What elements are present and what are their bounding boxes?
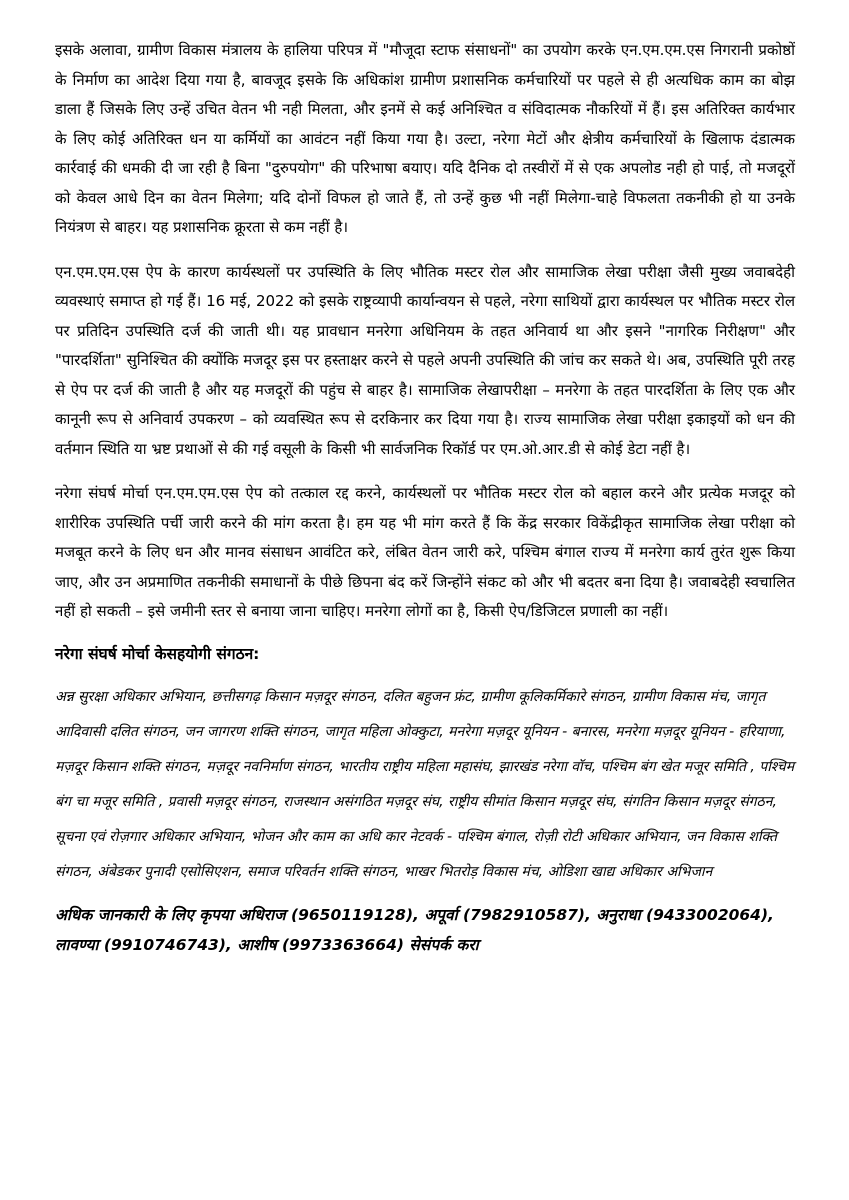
paragraph-nmms-monitoring-cells: इसके अलावा, ग्रामीण विकास मंत्रालय के हालिया परिपत्र में "मौजूदा स्टाफ संसाधनों" का उपयोग करके एन.एम.एम.एस निगरानी प्रकोष्ठों के निर्माण का आदेश दिया गया है, बावजूद इसके कि अधिकांश ग्रामीण प्रशासनिक कर्मचारियों पर पहले से ही अत्यधिक काम का बोझ डाला हैं जिसके लिए उन्हें उचित वेतन भी नही मिलता, और इनमें से कई अनिश्चित व संविदात्मक नौकरियों में हैं। इस अतिरिक्त कार्यभार के लिए कोई अतिरिक्त धन या कर्मियों का आवंटन नहीं किया गया है। उल्टा, नरेगा मेटों और क्षेत्रीय कर्मचारियों के खिलाफ दंडात्मक कार्रवाई की धमकी दी जा रही है बिना "दुरुपयोग" की परिभाषा बयाए। यदि दैनिक दो तस्वीरों में से एक अपलोड नही हो पाई, तो मजदूरों को केवल आधे दिन का वेतन मिलेगा; यदि दोनों विफल हो जाते हैं, तो उन्हें कुछ भी नहीं मिलेगा-चाहे विफलता तकनीकी हो या उनके नियंत्रण से बाहर। यह प्रशासनिक क्रूरता से कम नहीं है। <box>55 41 795 236</box>
supporting-organizations-list: अन्न सुरक्षा अधिकार अभियान, छत्तीसगढ़ किसान मज़दूर संगठन, दलित बहुजन फ्रंट, ग्रामीण कूलिकर्मिकारे संगठन, ग्रामीण विकास मंच, जागृत आदिवासी दलित संगठन, जन जागरण शक्ति संगठन, जागृत महिला ओक्कुटा, मनरेगा मज़दूर यूनियन - बनारस, मनरेगा मज़दूर यूनियन - हरियाणा, मज़दूर किसान शक्ति संगठन, मज़दूर नवनिर्माण संगठन, भारतीय राष्ट्रीय महिला महासंघ, झारखंड नरेगा वॉच, पश्चिम बंग खेत मजूर समिति , पश्चिम बंग चा मजूर समिति , प्रवासी मज़दूर संगठन, राजस्थान असंगठित मज़दूर संघ, राष्ट्रीय सीमांत किसान मज़दूर संघ, संगतिन किसान मज़दूर संगठन, सूचना एवं रोज़गार अधिकार अभियान, भोजन और काम का अधि कार नेटवर्क - पश्चिम बंगाल, रोज़ी रोटी अधिकार अभियान, जन विकास शक्ति संगठन, अंबेडकर पुनादी एसोसिएशन, समाज परिवर्तन शक्ति संगठन, भाखर भितरोड़ विकास मंच, ओडिशा खाद्य अधिकार अभिजान <box>55 688 795 880</box>
paragraph-accountability-mechanisms: एन.एम.एम.एस ऐप के कारण कार्यस्थलों पर उपस्थिति के लिए भौतिक मस्टर रोल और सामाजिक लेखा परीक्षा जैसी मुख्य जवाबदेही व्यवस्थाएं समाप्त हो गई हैं। 16 मई, 2022 को इसके राष्ट्रव्यापी कार्यान्वयन से पहले, नरेगा साथियों द्वारा कार्यस्थल पर भौतिक मस्टर रोल पर प्रतिदिन उपस्थिति दर्ज की जाती थी। यह प्रावधान मनरेगा अधिनियम के तहत अनिवार्य था और इसने "नागरिक निरीक्षण" और "पारदर्शिता" सुनिश्चित की क्योंकि मजदूर इस पर हस्ताक्षर करने से पहले अपनी उपस्थिति की जांच कर सकते थे। अब, उपस्थिति पूरी तरह से ऐप पर दर्ज की जाती है और यह मजदूरों की पहुंच से बाहर है। सामाजिक लेखापरीक्षा – मनरेगा के तहत पारदर्शिता के लिए एक और कानूनी रूप से अनिवार्य उपकरण – को व्यवस्थित रूप से दरकिनार कर दिया गया है। राज्य सामाजिक लेखा परीक्षा इकाइयों को धन की वर्तमान स्थिति या भ्रष्ट प्रथाओं से की गई वसूली के किसी भी सार्वजनिक रिकॉर्ड पर एम.ओ.आर.डी से कोई डेटा नहीं है। <box>55 262 795 458</box>
document-page <box>55 36 795 960</box>
supporting-organizations-heading: नरेगा संघर्ष मोर्चा केसहयोगी संगठन: <box>55 644 260 663</box>
contact-information: अधिक जानकारी के लिए कृपया अधिराज (9650119128), अपूर्वा (7982910587), अनुराधा (9433002064), लावण्या (9910746743), आशीष (9973363664) सेसंपर्क करा <box>55 905 774 954</box>
paragraph-demands: नरेगा संघर्ष मोर्चा एन.एम.एम.एस ऐप को तत्काल रद्द करने, कार्यस्थलों पर भौतिक मस्टर रोल को बहाल करने और प्रत्येक मजदूर को शारीरिक उपस्थिति पर्ची जारी करने की मांग करता है। हम यह भी मांग करते हैं कि केंद्र सरकार विकेंद्रीकृत सामाजिक लेखा परीक्षा को मजबूत करने के लिए धन और मानव संसाधन आवंटित करे, लंबित वेतन जारी करे, पश्चिम बंगाल राज्य में मनरेगा कार्य तुरंत शुरू किया जाए, और उन अप्रमाणित तकनीकी समाधानों के पीछे छिपना बंद करें जिन्होंने संकट को और भी बदतर बना दिया है। जवाबदेही स्वचालित नहीं हो सकती – इसे जमीनी स्तर से बनाया जाना चाहिए। मनरेगा लोगों का है, किसी ऐप/डिजिटल प्रणाली का नहीं। <box>55 484 795 620</box>
